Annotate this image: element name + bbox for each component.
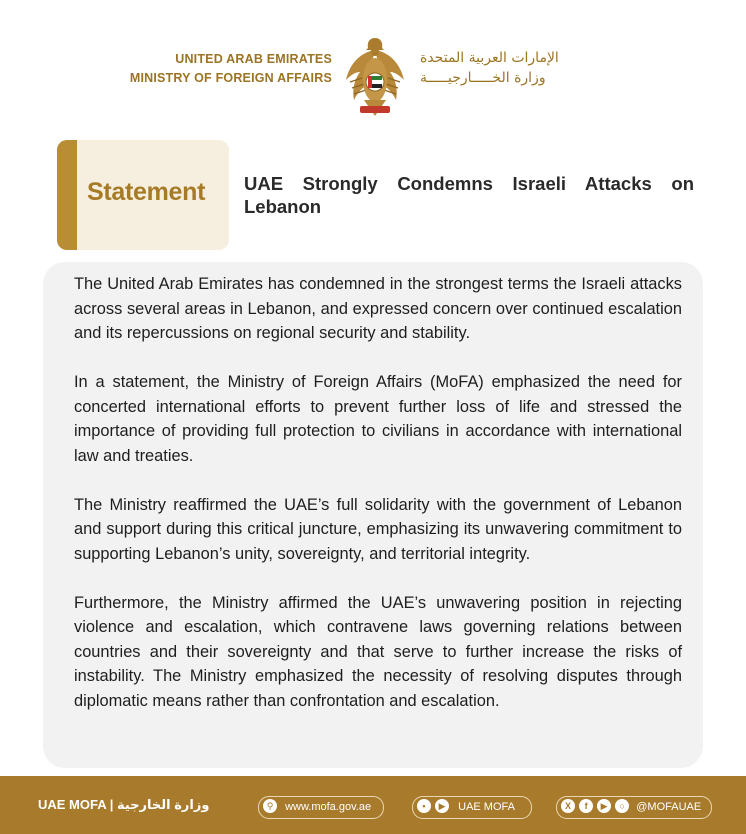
body-paragraph-3: The Ministry reaffirmed the UAE’s full solidarity with the government of Lebanon and support during this critical juncture, emphasizing its unwavering commitment to supporting Lebanon’s unity, sovereignty, and territorial integrity. [74, 495, 682, 563]
statement-label: Statement [87, 178, 206, 206]
body-paragraph-4: Furthermore, the Ministry affirmed the UAE’s unwavering position in rejecting violence and escalation, which contravene laws governing relations between countries and their sovereignty and that serve to further increase the risks of instability. The Ministry emphasized the necessity of resolving disputes through diplomatic means rather than confrontation and escalation. [74, 593, 682, 710]
country-name-en: UNITED ARAB EMIRATES [175, 52, 332, 66]
social-media-link[interactable] [556, 796, 712, 819]
ministry-name-ar: وزارة الخـــــارجيـــــة [420, 70, 546, 86]
website-url: www.mofa.gov.ae [285, 801, 372, 813]
website-link[interactable] [258, 796, 384, 819]
ministry-name-en: MINISTRY OF FOREIGN AFFAIRS [129, 71, 332, 85]
social-handle: @MOFAUAE [636, 801, 702, 813]
video-channels-link[interactable] [412, 796, 532, 819]
footer-bar [0, 776, 746, 834]
search-icon: ⚲ [263, 799, 277, 813]
youtube-handle: UAE MOFA [458, 801, 515, 813]
body-paragraph-2: In a statement, the Ministry of Foreign Affairs (MoFA) emphasized the need for concerted international efforts to prevent further loss of life and stressed the importance of providing full protection to civilians in accordance with international law and treaties. [74, 373, 682, 465]
instagram-icon: ○ [615, 799, 629, 813]
ministry-header [0, 30, 746, 120]
statement-accent-bar [57, 140, 77, 250]
statement-label-box [57, 140, 229, 250]
statement-title: UAE Strongly Condemns Israeli Attacks on Lebanon [244, 173, 694, 217]
ministry-name-arabic [420, 48, 559, 88]
country-name-ar: الإمارات العربية المتحدة [420, 50, 559, 66]
x-twitter-icon: X [561, 799, 575, 813]
footer-brand: UAE MOFA | وزارة الخارجية [38, 797, 210, 812]
body-paragraph-1: The United Arab Emirates has condemned in the strongest terms the Israeli attacks across several areas in Lebanon, and expressed concern over continued escalation and its repercussions on regional security and stability. [74, 275, 682, 342]
facebook-icon: f [579, 799, 593, 813]
ministry-name-english [130, 50, 332, 88]
statement-body [74, 272, 682, 738]
flickr-icon: • [417, 799, 431, 813]
youtube-icon: ▶ [597, 799, 611, 813]
play-icon: ▶ [435, 799, 449, 813]
uae-eagle-emblem-icon [342, 36, 408, 120]
